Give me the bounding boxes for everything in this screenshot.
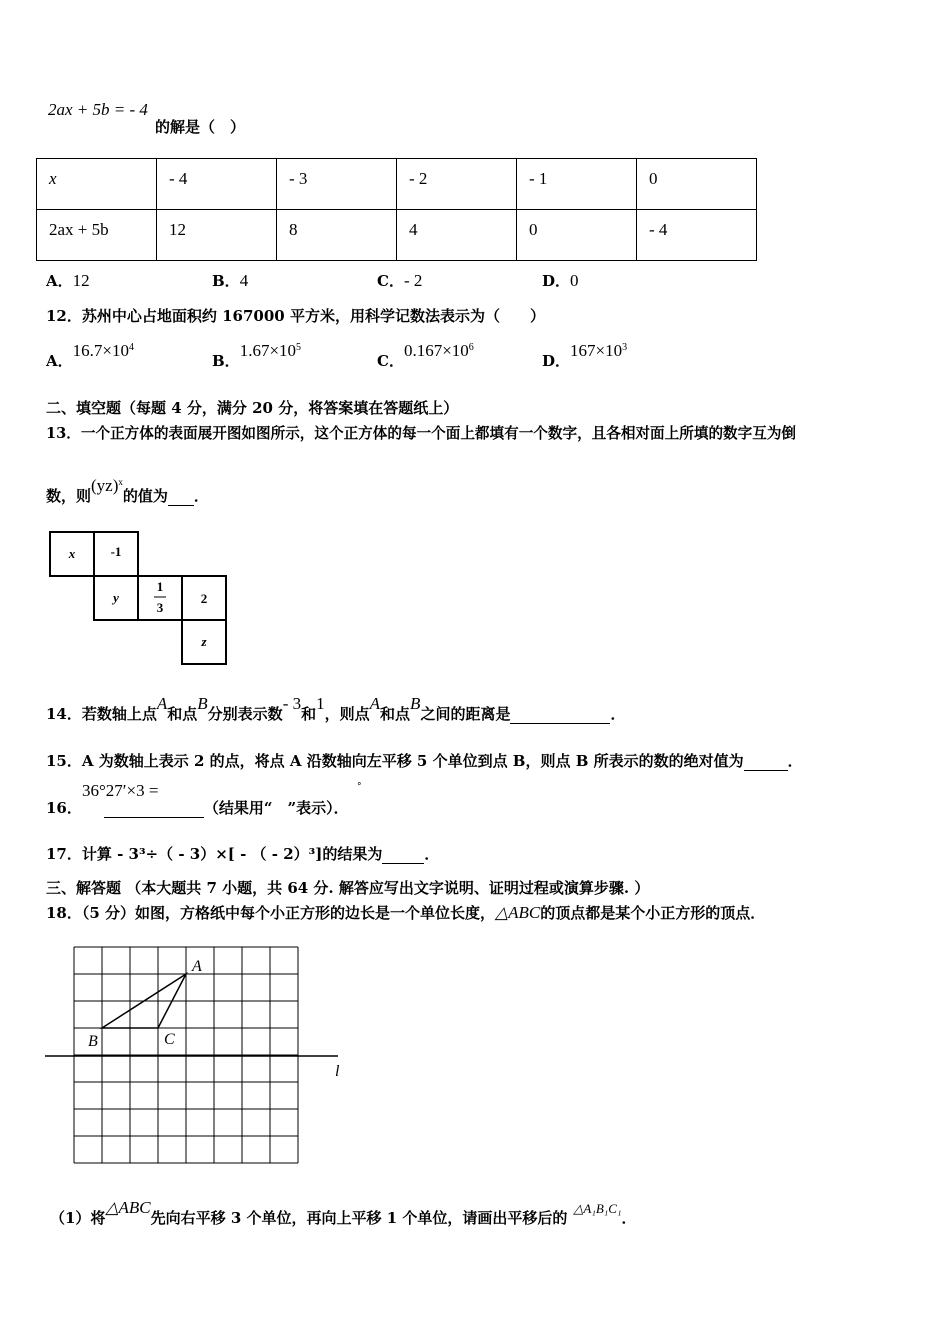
table-cell: - 3 (277, 159, 397, 210)
cube-net-figure (46, 528, 230, 666)
table-cell: 2ax + 5b (37, 210, 157, 261)
net-z: z (201, 634, 207, 649)
q12-option-c: C．$0.167\times 10^6$ (377, 341, 474, 370)
q18-part1: （1）将△ABC先向右平移 3 个单位，再向上平移 1 个单位，请画出平移后的△A₁B₁C₁． (50, 1198, 637, 1227)
q11-option-d: D．0 (542, 271, 579, 290)
q11-option-c: C．- 2 (377, 271, 423, 290)
table-row (37, 210, 757, 261)
label-a: A (192, 958, 202, 975)
net-y: y (113, 590, 119, 605)
q12-option-a: A．$16.7\times 10^4$ (46, 341, 134, 370)
q18-stem: 18．（5 分）如图，方格纸中每个小正方形的边长是一个单位长度，△ABC的顶点都是某个小正方形的顶点． (46, 903, 766, 922)
q16: 16． （结果用“ ”表示）． (46, 799, 349, 817)
table-cell: 12 (157, 210, 277, 261)
table-cell: x (37, 159, 157, 210)
table-cell: - 4 (157, 159, 277, 210)
net-fraction-num: 1 (156, 579, 164, 594)
table-cell: - 2 (397, 159, 517, 210)
table-row (37, 159, 757, 210)
degree-symbol: ° (357, 782, 362, 792)
table-cell: - 4 (637, 210, 757, 261)
net-x: x (68, 546, 76, 561)
q12-option-d: D．$167\times 10^3$ (542, 341, 628, 370)
q14: 14．若数轴上点A和点B分别表示数- 3和1，则点A和点B之间的距离是 ． (46, 694, 626, 723)
table-cell: - 1 (517, 159, 637, 210)
section-2-heading: 二、填空题（每题 4 分，满分 20 分，将答案填在答题纸上） (46, 399, 459, 417)
net-minus-one: -1 (110, 544, 122, 559)
table-cell: 8 (277, 210, 397, 261)
value-table (36, 158, 757, 261)
label-c: C (164, 1031, 175, 1048)
q12-option-b: B．$1.67\times 10^5$ (212, 341, 302, 370)
table-cell: 4 (397, 210, 517, 261)
net-fraction-den: 3 (156, 600, 164, 615)
q11-option-b: B．4 (212, 271, 249, 290)
label-l: l (335, 1063, 340, 1080)
q17: 17．计算 - 3³÷（ - 3）×[ - （ - 2）³]的结果为 ． (46, 845, 440, 863)
q11-stem: 的解是（ ） (155, 118, 246, 136)
q16-expression: 36°27′×3 = (82, 781, 159, 800)
label-b: B (88, 1033, 98, 1050)
q13-line1: 13．一个正方体的表面展开图如图所示，这个正方体的每一个面上都填有一个数字，且各相对面上所填的数字互为倒 (46, 425, 797, 442)
table-cell: 0 (637, 159, 757, 210)
table-cell: 0 (517, 210, 637, 261)
q15: 15．A 为数轴上表示 2 的点，将点 A 沿数轴向左平移 5 个单位到点 B，则点 B 所表示的数的绝对值为 ． (46, 752, 803, 770)
q11-option-a: A．12 (46, 271, 90, 290)
grid-figure (40, 940, 350, 1170)
net-two: 2 (200, 591, 208, 606)
q13-line2: 数，则(yz)$^x$的值为 ． (46, 476, 209, 505)
q12-stem: 12．苏州中心占地面积约 167000 平方米，用科学记数法表示为（ ） (46, 307, 545, 325)
section-3-heading: 三、解答题 （本大题共 7 小题，共 64 分. 解答应写出文字说明、证明过程或演算步骤. ） (46, 879, 650, 897)
q11-equation: 2ax + 5b = - 4 (48, 100, 148, 119)
